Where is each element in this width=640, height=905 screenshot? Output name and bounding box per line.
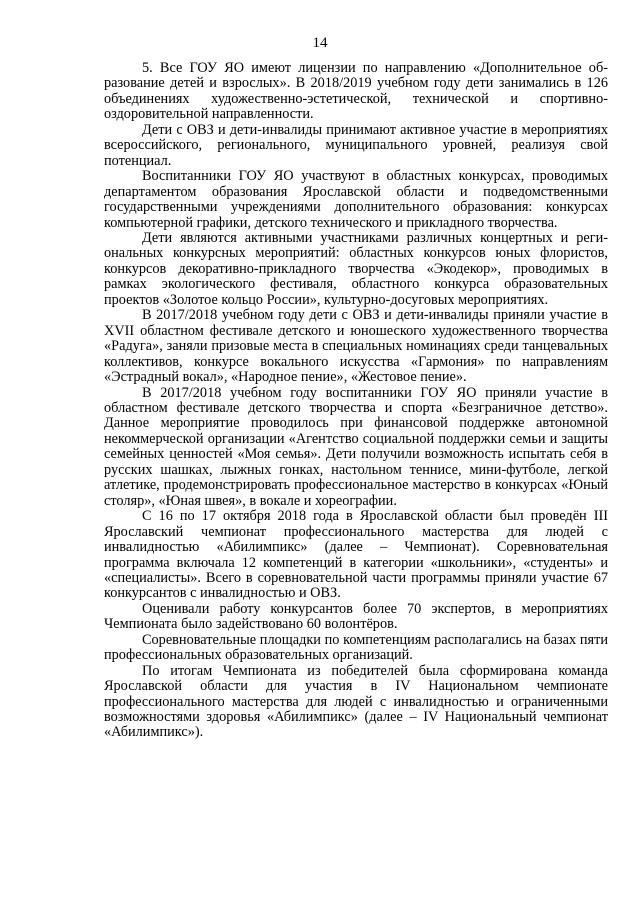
paragraph-competition-venues: Соревновательные площадки по компетенциям располагались на базах пяти профессиональных образовательных организаций. (104, 631, 608, 664)
paragraph-raduga-festival: В 2017/2018 учебном году дети с ОВЗ и дети-инвалиды приняли участие в XVII областном фестивале детского и юношеского художественного творчества «Радуга», заняли призовые места в специальных номинациях среди танцевальных коллективов, конкурсе вокального искусства «Гармония» по направлениям «Эстрадный вокал», «Народное пение», «Жестовое пение». (104, 307, 608, 386)
paragraph-abilympics-championship: С 16 по 17 октября 2018 года в Ярославской области был проведён III Ярославский чемпионат профессионального мастерства для людей с инвалидностью «Абилимпикс» (далее – Чемпионат). Соревновательная программа включала 12 компетенций в категории «школьники», «студенты» и «специалисты». Всего в соревновательной части программы приняли участие 67 конкурсантов с инвалидностью и ОВЗ. (104, 508, 608, 602)
document-body (104, 61, 608, 741)
paragraph-disabled-children-participation: Дети с ОВЗ и дети-инвалиды принимают активное участие в мероприятиях всероссийского, регионального, муниципального уровней, реализуя свой потенциал. (104, 121, 608, 169)
paragraph-regional-contests: Воспитанники ГОУ ЯО участвуют в областных конкурсах, проводимых департаментом образования Ярославской области и подведомственными государственными учреждениями дополнительного образования: конкурсах компьютерной графики, детского технического и прикладного творчества. (104, 168, 608, 231)
paragraph-boundless-childhood-festival: В 2017/2018 учебном году воспитанники ГОУ ЯО приняли участие в областном фестивале детского творчества и спорта «Безграничное детство». Данное мероприятие проводилось при финансовой поддержке автономной некоммерческой организации «Агентство социальной поддержки семьи и защиты семейных ценностей «Моя семья». Дети получили возможность испытать себя в русских шашках, лыжных гонках, настольном теннисе, мини-футболе, легкой атлетике, продемонстрировать профессиональное мастерство в конкурсах «Юный столяр», «Юная швея», в вокале и хореографии. (104, 384, 608, 509)
paragraph-experts-volunteers: Оценивали работу конкурсантов более 70 экспертов, в мероприятиях Чемпионата было задействовано 60 волонтёров. (104, 600, 608, 633)
paragraph-national-team: По итогам Чемпионата из победителей была сформирована команда Ярославской области для участия в IV Национальном чемпионате профессионального мастерства для людей с инвалидностью и ограниченными возможностями здоровья «Абилимпикс» (далее – IV Национальный чемпионат «Абилимпикс»). (104, 662, 608, 741)
paragraph-concert-events: Дети являются активными участниками различных концертных и региональных конкурсных мероприятий: областных конкурсов юных флористов, конкурсов декоративно-прикладного творчества «Экодекор», проводимых в рамках экологического фестиваля, областного конкурса образовательных проектов «Золотое кольцо России», культурно-досуговых мероприятиях. (104, 229, 608, 308)
paragraph-licenses: 5. Все ГОУ ЯО имеют лицензии по направлению «Дополнительное образование детей и взрослых». В 2018/2019 учебном году дети занимались в 126 объединениях художественно-эстетической, технической и спортивно-оздоровительной направленности. (104, 60, 608, 123)
page-number: 14 (312, 35, 328, 51)
